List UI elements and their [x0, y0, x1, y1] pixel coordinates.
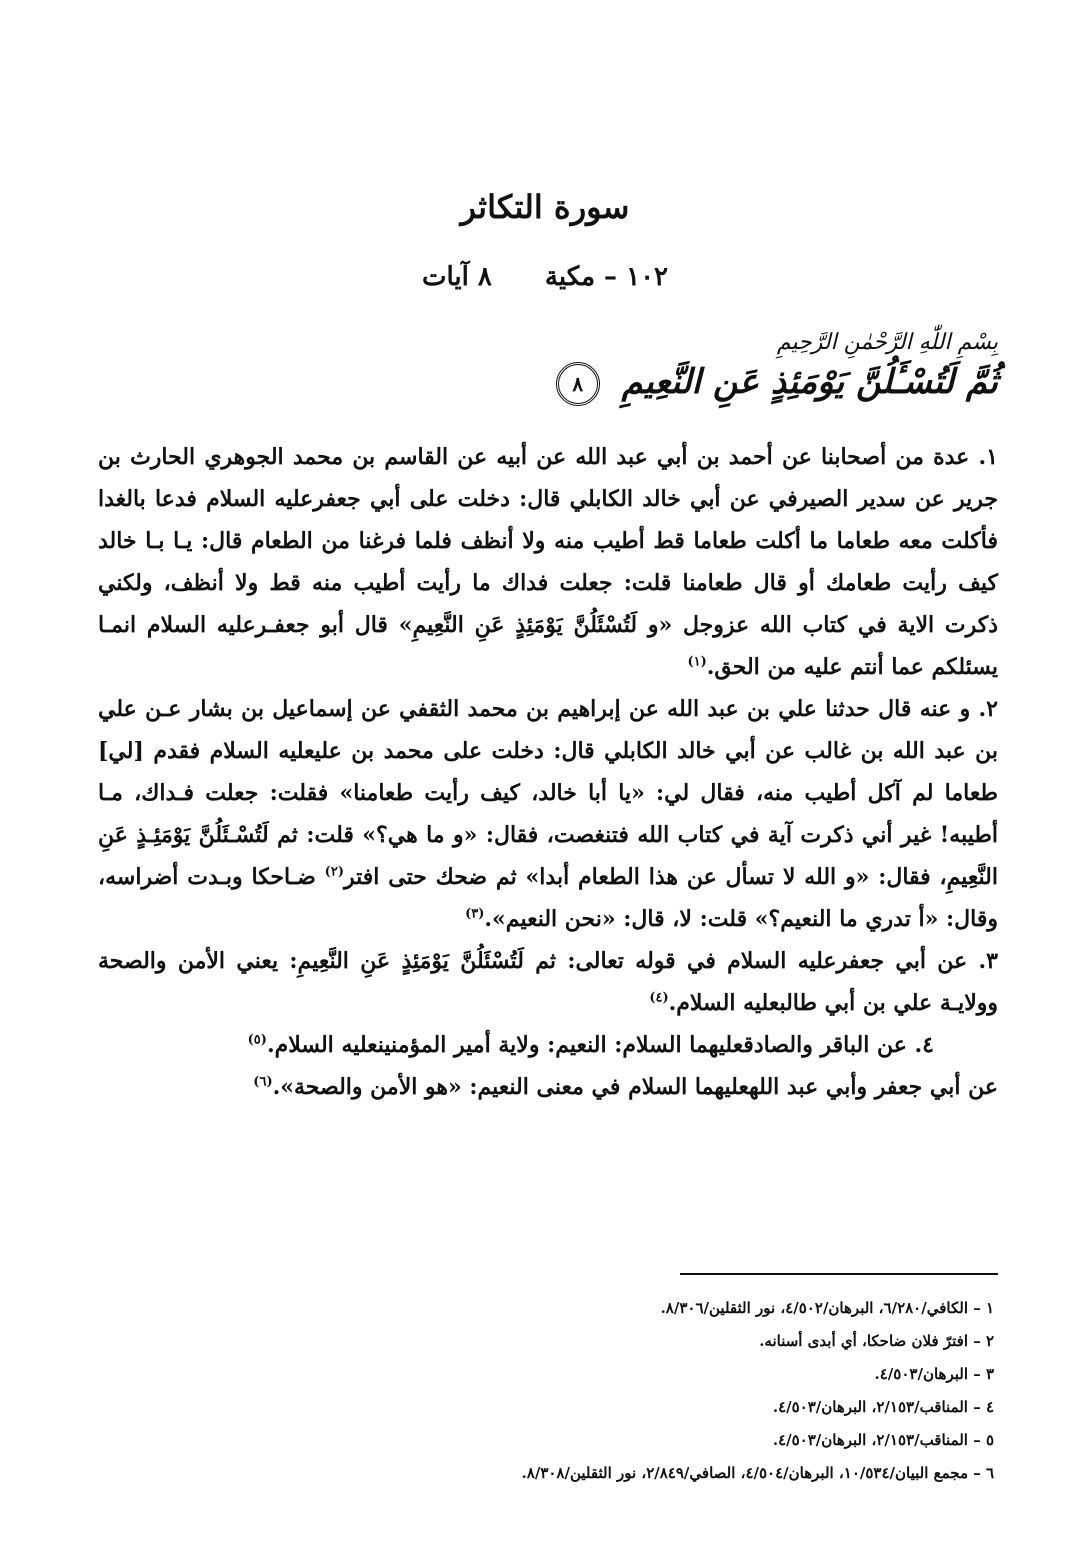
verse-number-ornament: ٨ [556, 362, 600, 406]
surah-title: سورة التكاثر [460, 188, 630, 226]
footnote-ref: (٥) [247, 1032, 267, 1048]
footnote-ref: (٤) [649, 990, 669, 1006]
footnote-item: ٢ – افترّ فلان ضاحكا، أي أبدى أسنانه. [759, 1332, 994, 1350]
commentary-body [98, 436, 998, 1108]
basmala: بِسْمِ اللّٰهِ الرَّحْمٰنِ الرَّحِيمِ [776, 330, 998, 355]
footnote-ref: (٦) [253, 1074, 273, 1090]
paragraph-2: ٢. و عنه قال حدثنا علي بن عبد الله عن إبراهيم بن محمد الثقفي عن إسماعيل بن بشار عـن علي بن عبد الله بن غالب عن أبي خالد الكابلي قال: دخلت على محمد بن عليعليه السلام فقدم [لي] طعاما لم آكل أطيب منه، فقال لي: «يا أبا خالد، كيف رأيت طعامنا» فقلت: جعلت فـداك، مـا أطيبه! غير أني ذكرت آية في كتاب الله فتنغصت، فقال: «و ما هي؟» قلت: ثم لَتُسْـئَلُنَّ يَوْمَئِـذٍ عَنِ النَّعِيمِ، فقال: «و الله لا تسأل عن هذا الطعام أبدا» ثم ضحك حتى افتر$^{(٢)}$ ضـاحكا وبـدت أضراسه، وقال: «أ تدري ما النعيم؟» قلت: لا، قال: «نحن النعيم».$^{(٣)}$ [98, 696, 998, 932]
paragraph-3: ٣. عن أبي جعفرعليه السلام في قوله تعالى: ثم لَتُسْئَلُنَّ يَوْمَئِذٍ عَنِ النَّعِيمِ: يعني الأمن والصحة وولايـة علي بن أبي طالبعليه السلام.$^{(٤)}$ [98, 948, 998, 1016]
surah-subtitle [0, 262, 1090, 292]
paragraph-1: ١. عدة من أصحابنا عن أحمد بن أبي عبد الله عن أبيه عن القاسم بن محمد الجوهري الحارث بن جرير عن سدير الصيرفي عن أبي خالد الكابلي قال: دخلت على أبي جعفرعليه السلام فدعا بالغدا فأكلت معه طعاما ما أكلت طعاما قط أطيب منه ولا أنظف فلما فرغنا من الطعام قال: يـا بـا خالد كيف رأيت طعامك أو قال طعامنا قلت: جعلت فداك ما رأيت أطيب منه قط ولا أنظف، ولكني ذكرت الاية في كتاب الله عزوجل «و لَتُسْئَلُنَّ يَوْمَئِذٍ عَنِ النَّعِيمِ» قال أبو جعفـرعليه السلام انمـا يسئلكم عما أنتم عليه من الحق.$^{(١)}$ [98, 444, 999, 680]
verse-text: ثُمَّ لَتُسْـَٔلُنَّ يَوْمَئِذٍ عَنِ النَّعِيمِ [621, 362, 998, 402]
paragraph-4: ٤. عن الباقر والصادقعليهما السلام: النعيم: ولاية أمير المؤمنينعليه السلام.$^{(٥)}$ [247, 1032, 934, 1058]
surah-number-type: ١٠٢ – مكية [544, 262, 669, 292]
footnote-ref: (١) [687, 654, 707, 670]
footnotes [94, 1292, 994, 1490]
surah-verse-count: ٨ آيات [421, 262, 492, 292]
paragraph-5: عن أبي جعفر وأبي عبد اللهعليهما السلام في معنى النعيم: «هو الأمن والصحة».$^{(٦)}$ [253, 1074, 998, 1100]
footnote-item: ٥ – المناقب/٢/١٥٣، البرهان/٤/٥٠٣. [772, 1431, 994, 1449]
footnote-item: ٤ – المناقب/٢/١٥٣، البرهان/٤/٥٠٣. [772, 1398, 994, 1416]
quran-verse [556, 362, 998, 406]
footnote-item: ١ – الكافي/٦/٢٨٠، البرهان/٤/٥٠٢، نور الثقلين/٨/٣٠٦. [660, 1299, 994, 1317]
footnote-ref: (٣) [465, 906, 485, 922]
footnote-item: ٣ – البرهان/٤/٥٠٣. [874, 1365, 994, 1383]
footnote-divider [680, 1273, 998, 1275]
footnote-ref: (٢) [324, 864, 344, 880]
footnote-item: ٦ – مجمع البيان/١٠/٥٣٤، البرهان/٤/٥٠٤، الصافي/٢/٨٤٩، نور الثقلين/٨/٣٠٨. [521, 1464, 994, 1482]
